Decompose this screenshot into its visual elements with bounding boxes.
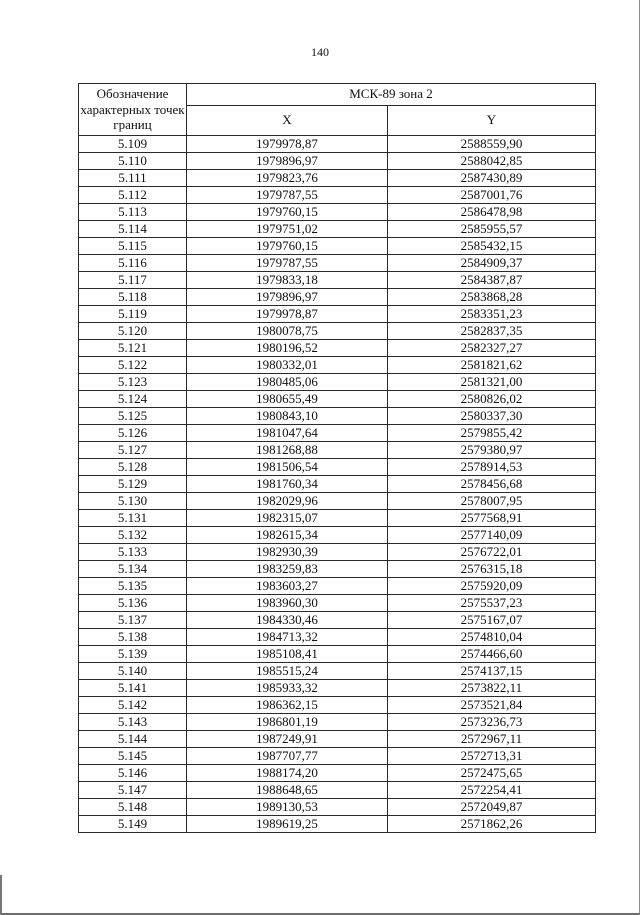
y-coordinate-cell: 2584909,37 [388, 255, 596, 272]
table-row [79, 204, 596, 221]
y-coordinate-cell: 2580826,02 [388, 391, 596, 408]
point-id-cell: 5.135 [79, 578, 187, 595]
table-row [79, 255, 596, 272]
point-id-cell: 5.137 [79, 612, 187, 629]
table-row [79, 527, 596, 544]
y-coordinate-cell: 2579855,42 [388, 425, 596, 442]
x-coordinate-cell: 1984330,46 [187, 612, 388, 629]
table-row [79, 425, 596, 442]
point-id-cell: 5.131 [79, 510, 187, 527]
table-row [79, 680, 596, 697]
x-coordinate-cell: 1981760,34 [187, 476, 388, 493]
x-coordinate-cell: 1980485,06 [187, 374, 388, 391]
y-coordinate-cell: 2588042,85 [388, 153, 596, 170]
point-id-cell: 5.140 [79, 663, 187, 680]
x-coordinate-cell: 1980655,49 [187, 391, 388, 408]
point-id-cell: 5.110 [79, 153, 187, 170]
point-designation-header: Обозначение характерных точек границ [79, 84, 187, 136]
y-coordinate-cell: 2584387,87 [388, 272, 596, 289]
point-id-cell: 5.145 [79, 748, 187, 765]
table-row [79, 272, 596, 289]
table-row [79, 459, 596, 476]
table-row [79, 323, 596, 340]
point-id-cell: 5.143 [79, 714, 187, 731]
x-column-header: X [187, 106, 388, 136]
table-row [79, 612, 596, 629]
table-row [79, 510, 596, 527]
point-id-cell: 5.136 [79, 595, 187, 612]
x-coordinate-cell: 1979978,87 [187, 136, 388, 153]
x-coordinate-cell: 1982615,34 [187, 527, 388, 544]
point-id-cell: 5.133 [79, 544, 187, 561]
x-coordinate-cell: 1989619,25 [187, 816, 388, 833]
table-row [79, 799, 596, 816]
x-coordinate-cell: 1987249,91 [187, 731, 388, 748]
table-row [79, 221, 596, 238]
x-coordinate-cell: 1982315,07 [187, 510, 388, 527]
point-id-cell: 5.147 [79, 782, 187, 799]
x-coordinate-cell: 1982029,96 [187, 493, 388, 510]
y-coordinate-cell: 2572475,65 [388, 765, 596, 782]
x-coordinate-cell: 1981506,54 [187, 459, 388, 476]
x-coordinate-cell: 1986801,19 [187, 714, 388, 731]
table-row [79, 136, 596, 153]
x-coordinate-cell: 1979751,02 [187, 221, 388, 238]
table-row [79, 306, 596, 323]
table-row [79, 578, 596, 595]
table-row [79, 595, 596, 612]
table-row [79, 391, 596, 408]
y-coordinate-cell: 2575537,23 [388, 595, 596, 612]
x-coordinate-cell: 1988648,65 [187, 782, 388, 799]
y-coordinate-cell: 2575167,07 [388, 612, 596, 629]
point-id-cell: 5.130 [79, 493, 187, 510]
table-row [79, 170, 596, 187]
x-coordinate-cell: 1982930,39 [187, 544, 388, 561]
y-coordinate-cell: 2577568,91 [388, 510, 596, 527]
x-coordinate-cell: 1979823,76 [187, 170, 388, 187]
y-coordinate-cell: 2578914,53 [388, 459, 596, 476]
x-coordinate-cell: 1986362,15 [187, 697, 388, 714]
x-coordinate-cell: 1979760,15 [187, 238, 388, 255]
point-id-cell: 5.111 [79, 170, 187, 187]
x-coordinate-cell: 1983259,83 [187, 561, 388, 578]
point-id-cell: 5.134 [79, 561, 187, 578]
x-coordinate-cell: 1979760,15 [187, 204, 388, 221]
x-coordinate-cell: 1981047,64 [187, 425, 388, 442]
table-row [79, 374, 596, 391]
y-coordinate-cell: 2583868,28 [388, 289, 596, 306]
table-row [79, 442, 596, 459]
x-coordinate-cell: 1979833,18 [187, 272, 388, 289]
table-header [79, 84, 596, 136]
x-coordinate-cell: 1988174,20 [187, 765, 388, 782]
point-id-cell: 5.116 [79, 255, 187, 272]
x-coordinate-cell: 1979896,97 [187, 289, 388, 306]
table-row [79, 340, 596, 357]
x-coordinate-cell: 1979787,55 [187, 255, 388, 272]
x-coordinate-cell: 1987707,77 [187, 748, 388, 765]
point-id-cell: 5.129 [79, 476, 187, 493]
table-row [79, 544, 596, 561]
y-coordinate-cell: 2574137,15 [388, 663, 596, 680]
y-coordinate-cell: 2573236,73 [388, 714, 596, 731]
point-id-cell: 5.148 [79, 799, 187, 816]
y-coordinate-cell: 2576315,18 [388, 561, 596, 578]
point-id-cell: 5.119 [79, 306, 187, 323]
table-row [79, 697, 596, 714]
point-id-cell: 5.146 [79, 765, 187, 782]
x-coordinate-cell: 1985515,24 [187, 663, 388, 680]
point-id-cell: 5.122 [79, 357, 187, 374]
table-row [79, 238, 596, 255]
page-number: 140 [311, 45, 329, 59]
x-coordinate-cell: 1979787,55 [187, 187, 388, 204]
y-coordinate-cell: 2587001,76 [388, 187, 596, 204]
y-coordinate-cell: 2575920,09 [388, 578, 596, 595]
x-coordinate-cell: 1983603,27 [187, 578, 388, 595]
y-coordinate-cell: 2581821,62 [388, 357, 596, 374]
point-id-cell: 5.142 [79, 697, 187, 714]
zone-title-header: МСК-89 зона 2 [187, 84, 596, 106]
y-coordinate-cell: 2573822,11 [388, 680, 596, 697]
point-id-cell: 5.117 [79, 272, 187, 289]
coordinates-table [78, 83, 596, 833]
x-coordinate-cell: 1979896,97 [187, 153, 388, 170]
point-id-cell: 5.112 [79, 187, 187, 204]
point-id-cell: 5.138 [79, 629, 187, 646]
table-row [79, 493, 596, 510]
table-row [79, 561, 596, 578]
point-id-cell: 5.126 [79, 425, 187, 442]
y-coordinate-cell: 2580337,30 [388, 408, 596, 425]
x-coordinate-cell: 1980332,01 [187, 357, 388, 374]
point-id-cell: 5.113 [79, 204, 187, 221]
x-coordinate-cell: 1983960,30 [187, 595, 388, 612]
table-row [79, 357, 596, 374]
y-coordinate-cell: 2576722,01 [388, 544, 596, 561]
point-id-cell: 5.115 [79, 238, 187, 255]
y-coordinate-cell: 2581321,00 [388, 374, 596, 391]
point-id-cell: 5.127 [79, 442, 187, 459]
point-id-cell: 5.149 [79, 816, 187, 833]
table-row [79, 714, 596, 731]
x-coordinate-cell: 1989130,53 [187, 799, 388, 816]
table-body [79, 136, 596, 833]
y-coordinate-cell: 2582327,27 [388, 340, 596, 357]
x-coordinate-cell: 1979978,87 [187, 306, 388, 323]
y-coordinate-cell: 2571862,26 [388, 816, 596, 833]
point-id-cell: 5.139 [79, 646, 187, 663]
point-id-cell: 5.121 [79, 340, 187, 357]
point-id-cell: 5.118 [79, 289, 187, 306]
table-row [79, 289, 596, 306]
y-coordinate-cell: 2573521,84 [388, 697, 596, 714]
y-coordinate-cell: 2572967,11 [388, 731, 596, 748]
x-coordinate-cell: 1980843,10 [187, 408, 388, 425]
y-coordinate-cell: 2572713,31 [388, 748, 596, 765]
x-coordinate-cell: 1985108,41 [187, 646, 388, 663]
table-row [79, 629, 596, 646]
table-row [79, 153, 596, 170]
x-coordinate-cell: 1980196,52 [187, 340, 388, 357]
x-coordinate-cell: 1984713,32 [187, 629, 388, 646]
x-coordinate-cell: 1981268,88 [187, 442, 388, 459]
point-id-cell: 5.141 [79, 680, 187, 697]
y-coordinate-cell: 2578456,68 [388, 476, 596, 493]
table-row [79, 408, 596, 425]
point-id-cell: 5.132 [79, 527, 187, 544]
point-id-cell: 5.120 [79, 323, 187, 340]
y-column-header: Y [388, 106, 596, 136]
y-coordinate-cell: 2572049,87 [388, 799, 596, 816]
table-row [79, 731, 596, 748]
y-coordinate-cell: 2577140,09 [388, 527, 596, 544]
y-coordinate-cell: 2588559,90 [388, 136, 596, 153]
y-coordinate-cell: 2586478,98 [388, 204, 596, 221]
point-id-cell: 5.144 [79, 731, 187, 748]
x-coordinate-cell: 1985933,32 [187, 680, 388, 697]
point-id-cell: 5.124 [79, 391, 187, 408]
table-row [79, 748, 596, 765]
x-coordinate-cell: 1980078,75 [187, 323, 388, 340]
y-coordinate-cell: 2572254,41 [388, 782, 596, 799]
y-coordinate-cell: 2583351,23 [388, 306, 596, 323]
y-coordinate-cell: 2585955,57 [388, 221, 596, 238]
table-row [79, 765, 596, 782]
table-row [79, 816, 596, 833]
table-row [79, 646, 596, 663]
point-id-cell: 5.114 [79, 221, 187, 238]
y-coordinate-cell: 2578007,95 [388, 493, 596, 510]
y-coordinate-cell: 2582837,35 [388, 323, 596, 340]
scan-corner-mark [0, 875, 2, 915]
y-coordinate-cell: 2579380,97 [388, 442, 596, 459]
point-id-cell: 5.123 [79, 374, 187, 391]
y-coordinate-cell: 2574810,04 [388, 629, 596, 646]
point-id-cell: 5.109 [79, 136, 187, 153]
table-row [79, 187, 596, 204]
y-coordinate-cell: 2587430,89 [388, 170, 596, 187]
point-id-cell: 5.125 [79, 408, 187, 425]
table-row [79, 663, 596, 680]
table-row [79, 476, 596, 493]
table-row [79, 782, 596, 799]
y-coordinate-cell: 2585432,15 [388, 238, 596, 255]
y-coordinate-cell: 2574466,60 [388, 646, 596, 663]
point-id-cell: 5.128 [79, 459, 187, 476]
